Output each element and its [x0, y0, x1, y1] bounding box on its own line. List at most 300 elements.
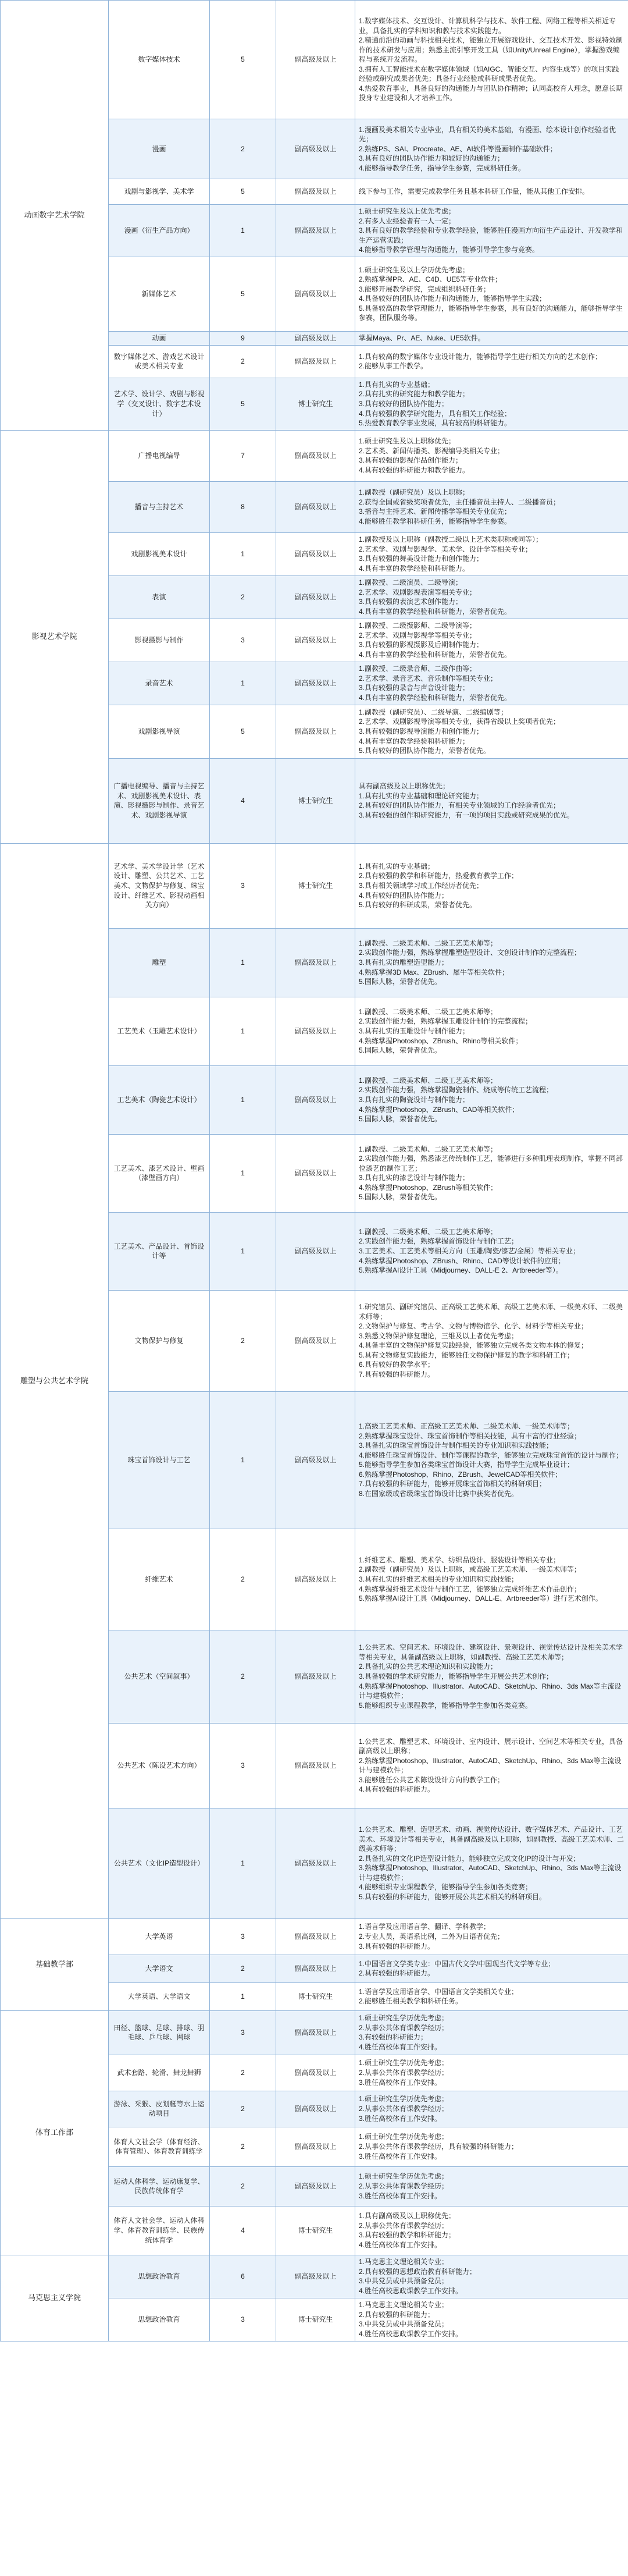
requirement-line: 4.熟练掌握Photoshop、ZBrush、Rhino等相关软件；	[359, 1036, 523, 1045]
requirement-line: 1.具有扎实的专业基础；	[359, 380, 435, 389]
title-cell: 副高级及以上	[276, 619, 355, 662]
title-cell: 副高级及以上	[276, 345, 355, 378]
title-cell: 副高级及以上	[276, 1065, 355, 1134]
requirement-line: 4.能够胜任教学和科研任务，能够指导学生参赛。	[359, 517, 512, 525]
requirement-line: 线下参与工作，需要完成教学任务且基本科研工作量，能从其他工作安排。	[359, 187, 590, 196]
major-cell: 工艺美术（陶瓷艺术设计）	[109, 1065, 210, 1134]
requirements-cell	[355, 843, 628, 928]
requirements-cell	[355, 205, 628, 257]
title-cell: 副高级及以上	[276, 331, 355, 345]
requirement-line: 5.熟练掌握AI设计工具（Midjourney、DALL-E、Artbreeder等）进行艺术创作。	[359, 1594, 602, 1603]
requirement-line: 3.具有较强的舞美设计能力和创作能力；	[359, 555, 484, 563]
requirement-line: 3.胜任高校体育工作安排。	[359, 2114, 442, 2123]
requirement-line: 4.熟练掌握Photoshop、ZBrush、Rhino、CAD等设计软件的应用；	[359, 1256, 565, 1265]
title-cell: 副高级及以上	[276, 2255, 355, 2298]
requirement-line: 4.胜任高校体育工作安排。	[359, 2240, 442, 2249]
requirement-line: 1.漫画及美术相关专业毕业，具有相关的美术基础，有漫画、绘本设计创作经验者优先；	[359, 125, 616, 144]
requirements-cell	[355, 758, 628, 843]
requirement-line: 5.能够组织专业课程教学，能够指导学生参加各类竞赛。	[359, 1701, 533, 1710]
count-cell: 2	[210, 2055, 276, 2091]
count-cell: 2	[210, 2166, 276, 2206]
requirements-cell	[355, 2166, 628, 2206]
requirement-line: 4.能够指导教学任务，指导学生参赛，完成科研任务。	[359, 164, 526, 172]
count-cell: 1	[210, 1212, 276, 1290]
requirement-line: 3.具备扎实的珠宝首饰设计与制作相关的专业知识和实践技能；	[359, 1441, 554, 1450]
major-cell: 纤维艺术	[109, 1529, 210, 1630]
requirement-line: 3.具备较强的学术研究能力，能够指导学生开展公共艺术创作；	[359, 1672, 554, 1680]
requirement-line: 4.能够指导教学管理与沟通能力，能够引导学生参与竞赛。	[359, 246, 540, 254]
count-cell: 6	[210, 2255, 276, 2298]
count-cell: 1	[210, 1065, 276, 1134]
requirement-line: 2.从事公共体育课教学经历；	[359, 2181, 449, 2190]
major-cell: 文物保护与修复	[109, 1290, 210, 1391]
requirement-line: 1.公共艺术、雕塑艺术、环境设计、室内设计、展示设计、空间艺术等相关专业，具备副高级以上职称；	[359, 1737, 623, 1756]
requirement-line: 2.从事公共体育课教学经历；	[359, 2023, 449, 2032]
title-cell: 博士研究生	[276, 758, 355, 843]
major-cell: 广播电视编导、播音与主持艺术、戏剧影视美术设计、表演、影视摄影与制作、录音艺术、戏剧影视导演	[109, 758, 210, 843]
requirement-line: 1.高级工艺美术师、正高级工艺美术师、二级美术师、一级美术师等；	[359, 1422, 575, 1431]
count-cell: 1	[210, 1982, 276, 2010]
requirement-line: 1.具有较高的数字媒体专业设计能力，能够指导学生进行相关方向的艺术创作；	[359, 352, 602, 361]
table-row	[1, 1918, 628, 1955]
requirement-line: 2.实践创作能力强，熟练掌握陶瓷制作、烧成等传统工艺流程；	[359, 1086, 554, 1095]
requirement-line: 3.具有较强的录音与声音设计能力；	[359, 684, 470, 692]
requirement-line: 2.艺术类、新闻传播类、影视编导类相关专业；	[359, 446, 505, 455]
requirement-line: 5.国际人脉，荣誉者优先。	[359, 978, 442, 986]
requirement-line: 5.国际人脉，荣誉者优先。	[359, 1046, 442, 1055]
requirement-line: 4.能够胜任珠宝首饰设计、制作等课程的教学，能够独立完成珠宝首饰的设计与制作；	[359, 1451, 623, 1459]
major-cell: 工艺美术、漆艺术设计、壁画（漆壁画方向）	[109, 1134, 210, 1212]
requirement-line: 2.有多人业经验者有一人一定；	[359, 216, 456, 225]
requirement-line: 2.具有扎实的研究能力和教学能力；	[359, 390, 470, 399]
requirement-line: 1.数字媒体技术、交互设计、计算机科学与技术、软件工程、网络工程等相关相近专业，具备扎实的学科知识和教与技术实践能力。	[359, 17, 616, 35]
requirements-cell	[355, 2298, 628, 2341]
requirements-cell	[355, 1918, 628, 1955]
major-cell: 广播电视编导	[109, 430, 210, 481]
count-cell: 1	[210, 532, 276, 575]
major-cell: 数字媒体技术	[109, 1, 210, 119]
requirement-line: 3.工艺美术、工艺美术等相关方向（玉雕/陶瓷/漆艺/金属）等相关专业；	[359, 1246, 580, 1255]
requirement-line: 2.熟练掌握Photoshop、Illustrator、AutoCAD、SketchUp、Rhino、3ds Max等主流设计与建模软件；	[359, 1756, 622, 1775]
department-cell: 体育工作部	[1, 2010, 109, 2255]
count-cell: 2	[210, 2127, 276, 2166]
requirement-line: 3.中共党员或中共预备党员；	[359, 2277, 449, 2286]
requirement-line: 2.艺术学、录音艺术、音乐制作等相关专业；	[359, 674, 498, 683]
count-cell: 5	[210, 378, 276, 430]
major-cell: 公共艺术（空间叙事）	[109, 1630, 210, 1723]
requirement-line: 2.副教授（副研究员）及以上职称，或高级工艺美术师、一级美术师等；	[359, 1565, 581, 1574]
major-cell: 新媒体艺术	[109, 257, 210, 331]
count-cell: 3	[210, 2298, 276, 2341]
requirement-line: 4.熟练掌握Photoshop、ZBrush等相关软件；	[359, 1183, 498, 1192]
requirement-line: 3.具有较强的影视作品创作能力；	[359, 456, 463, 465]
requirement-line: 2.获得全国或省级奖项者优先，主任播音员主持人、二级播音员；	[359, 498, 561, 506]
requirement-line: 3.具有较强的教学和科研能力；	[359, 2231, 456, 2240]
major-cell: 艺术学、美术学设计学（艺术设计、雕塑、公共艺术、工艺美术、文物保护与修复、珠宝设计、纤维艺术、影视动画相关方向）	[109, 843, 210, 928]
requirement-line: 3.具有扎实的玉雕设计与制作能力；	[359, 1026, 470, 1035]
requirement-line: 1.中国语言文学类专业：中国古代文学/中国现当代文学等专业；	[359, 1959, 555, 1968]
count-cell: 2	[210, 2091, 276, 2127]
title-cell: 副高级及以上	[276, 2091, 355, 2127]
requirements-cell	[355, 481, 628, 532]
requirements-cell	[355, 705, 628, 758]
count-cell: 3	[210, 843, 276, 928]
title-cell: 博士研究生	[276, 378, 355, 430]
requirements-cell	[355, 2091, 628, 2127]
requirement-line: 1.副教授、二级摄影师、二级导演等；	[359, 621, 477, 630]
requirement-line: 1.硕士研究生及以上职称优先；	[359, 437, 456, 446]
table-row	[1, 2010, 628, 2055]
requirements-cell	[355, 1630, 628, 1723]
requirement-line: 1.硕士研究生学历优先考虑；	[359, 2133, 449, 2141]
title-cell: 副高级及以上	[276, 1723, 355, 1808]
major-cell: 体育人文社会学、运动人体科学、体育教育训练学、民族传统体育学	[109, 2206, 210, 2255]
table-row	[1, 1, 628, 119]
requirements-cell	[355, 997, 628, 1065]
requirement-line: 8.在国家级或省级珠宝首饰设计比赛中获奖者优先。	[359, 1489, 519, 1498]
requirements-cell	[355, 2010, 628, 2055]
requirements-cell	[355, 2255, 628, 2298]
count-cell: 5	[210, 257, 276, 331]
requirement-line: 2.能够从事工作教学。	[359, 362, 428, 371]
requirements-cell	[355, 2206, 628, 2255]
requirement-line: 4.具有丰富的教学经验和科研能力；	[359, 737, 470, 745]
requirement-line: 4.胜任高校思政课教学工作安排。	[359, 2329, 463, 2338]
requirement-line: 1.马克思主义理论相关专业；	[359, 2301, 449, 2309]
requirements-cell	[355, 1955, 628, 1982]
department-cell: 雕塑与公共艺术学院	[1, 843, 109, 1918]
major-cell: 体育人文社会学（体育经济、体育管理）、体育教育训练学	[109, 2127, 210, 2166]
department-cell: 马克思主义学院	[1, 2255, 109, 2341]
requirement-line: 3.具有较强的科研能力。	[359, 1942, 435, 1950]
title-cell: 博士研究生	[276, 2206, 355, 2255]
requirement-line: 1.公共艺术、雕塑、造型艺术、动画、视觉传达设计、数字媒体艺术、产品设计、工艺美术、环境设计等相关专业，具备副高级及以上职称，如副教授、高级工艺美术师、二级美术师等；	[359, 1825, 625, 1853]
requirements-cell	[355, 1982, 628, 2010]
title-cell: 副高级及以上	[276, 481, 355, 532]
title-cell: 副高级及以上	[276, 1391, 355, 1529]
requirement-line: 1.副教授、二级录音师、二级作曲等；	[359, 665, 477, 673]
requirement-line: 3.熟悉文物保护修复理论，三维及以上者优先考虑；	[359, 1331, 519, 1340]
requirement-line: 3.具有较强的表演艺术创作能力；	[359, 598, 463, 606]
requirement-line: 2.从事公共体育课教学经历；	[359, 2221, 449, 2230]
department-cell: 基础教学部	[1, 1918, 109, 2010]
requirement-line: 2.精通前沿的动画与科技相关技术，能独立开展游戏设计、交互技术开发、影视特效制作的技术研发与应用；熟悉主流引擎开发工具（如Unity/Unreal Engine），掌握游戏编程与系统开发流程。	[359, 36, 623, 64]
requirement-line: 1.硕士研究生及以上优先考虑；	[359, 207, 456, 215]
table-row	[1, 843, 628, 928]
count-cell: 3	[210, 1723, 276, 1808]
major-cell: 珠宝首饰设计与工艺	[109, 1391, 210, 1529]
requirement-line: 1.具有副高级及以上职称优先；	[359, 2212, 456, 2220]
requirements-cell	[355, 1290, 628, 1391]
count-cell: 1	[210, 662, 276, 705]
requirement-line: 7.具有较强的科研能力。	[359, 1370, 435, 1378]
count-cell: 5	[210, 179, 276, 205]
requirement-line: 7.具有较强的科研能力，能够开展珠宝首饰相关的科研项目；	[359, 1480, 547, 1488]
count-cell: 4	[210, 2206, 276, 2255]
requirement-line: 1.语言学及应用语言学、翻译、学科教学；	[359, 1923, 491, 1931]
major-cell: 大学语文	[109, 1955, 210, 1982]
title-cell: 博士研究生	[276, 1982, 355, 2010]
requirement-line: 4.具有较强的科研能力。	[359, 1785, 435, 1794]
requirements-cell	[355, 575, 628, 619]
count-cell: 3	[210, 1918, 276, 1955]
title-cell: 副高级及以上	[276, 662, 355, 705]
requirement-line: 1.硕士研究生学历优先考虑；	[359, 2059, 449, 2067]
count-cell: 1	[210, 1808, 276, 1918]
count-cell: 7	[210, 430, 276, 481]
count-cell: 1	[210, 205, 276, 257]
requirement-line: 1.硕士研究生学历优先考虑；	[359, 2172, 449, 2181]
requirement-line: 3.具有扎实的雕塑造型能力；	[359, 958, 449, 967]
count-cell: 5	[210, 705, 276, 758]
department-cell: 影视艺术学院	[1, 430, 109, 843]
requirement-line: 2.熟练PS、SAI、Procreate、AE、AI软件等漫画制作基础软件；	[359, 144, 557, 153]
requirements-cell	[355, 928, 628, 997]
requirement-line: 5.能够指导学生参加各类珠宝首饰设计大赛，指导学生完成毕业设计；	[359, 1461, 575, 1469]
requirement-line: 2.艺术学、戏剧与影视学等相关专业；	[359, 631, 477, 639]
requirement-line: 1.副教授、二级美术师、二级工艺美术师等；	[359, 1007, 498, 1016]
requirements-cell	[355, 1134, 628, 1212]
major-cell: 雕塑	[109, 928, 210, 997]
requirement-line: 2.实践创作能力强，熟练掌握雕塑造型设计、文创设计制作的完整流程；	[359, 948, 581, 957]
title-cell: 副高级及以上	[276, 1955, 355, 1982]
requirement-line: 1.副教授（副研究员）、二级导演、二级编剧等；	[359, 708, 508, 716]
major-cell: 数字媒体艺术、游戏艺术设计或美术相关专业	[109, 345, 210, 378]
requirement-line: 2.从事公共体育课教学经历；	[359, 2104, 449, 2113]
requirement-line: 2.具有较强的思想政治教育科研能力；	[359, 2267, 477, 2276]
requirement-line: 4.胜任高校思政课教学工作安排。	[359, 2286, 463, 2295]
table-body	[1, 1, 628, 2342]
count-cell: 2	[210, 1290, 276, 1391]
requirements-cell	[355, 1, 628, 119]
requirement-line: 4.热爱教育事业，具备良好的沟通能力与团队协作精神；认同高校育人理念，愿意长期投身专业建设和人才培养工作。	[359, 84, 623, 102]
count-cell: 2	[210, 1955, 276, 1982]
requirements-cell	[355, 430, 628, 481]
requirement-line: 3.播音与主持艺术、新闻传播学等相关专业优先；	[359, 507, 512, 516]
requirement-line: 4.熟练掌握Photoshop、ZBrush、CAD等相关软件；	[359, 1105, 519, 1114]
count-cell: 1	[210, 1134, 276, 1212]
title-cell: 副高级及以上	[276, 705, 355, 758]
requirement-line: 1.副教授及以上职称（副教授二级以上艺术类职称或同等）；	[359, 535, 543, 544]
table-row	[1, 2255, 628, 2298]
requirement-line: 6.具有较好的教学水平；	[359, 1360, 435, 1369]
title-cell: 副高级及以上	[276, 1529, 355, 1630]
requirement-line: 3.胜任高校体育工作安排。	[359, 2191, 442, 2200]
requirement-line: 4.具有丰富的教学经验和科研能力。	[359, 564, 470, 573]
major-cell: 表演	[109, 575, 210, 619]
requirement-line: 4.具有丰富的教学经验和科研能力，荣誉者优先。	[359, 693, 512, 702]
count-cell: 2	[210, 345, 276, 378]
requirement-line: 5.具有较好的科研成果，荣誉者优先。	[359, 901, 477, 909]
requirement-line: 5.具有文物修复实践能力，能够胜任文物保护修复的教学和科研工作；	[359, 1351, 575, 1359]
major-cell: 工艺美术（玉雕艺术设计）	[109, 997, 210, 1065]
title-cell: 副高级及以上	[276, 1134, 355, 1212]
table-row	[1, 430, 628, 481]
requirement-line: 5.具有较强的科研能力，能够开展公共艺术相关的科研项目。	[359, 1892, 547, 1901]
major-cell: 影视摄影与制作	[109, 619, 210, 662]
requirement-line: 掌握Maya、Pr、AE、Nuke、UE5软件。	[359, 333, 485, 342]
requirement-line: 4.具有较强的教学研究能力，具有相关工作经验；	[359, 409, 512, 418]
requirement-line: 2.实践创作能力强，熟悉漆艺传统制作工艺，能够进行多种肌理表现制作，掌握不同部位漆艺的制作工艺；	[359, 1154, 623, 1172]
requirement-line: 2.实践创作能力强，熟练掌握玉雕设计制作的完整流程；	[359, 1017, 533, 1026]
requirement-line: 4.熟练掌握3D Max、ZBrush、犀牛等相关软件；	[359, 968, 509, 976]
count-cell: 4	[210, 758, 276, 843]
requirement-line: 2.具有较强的科研能力；	[359, 2310, 435, 2319]
major-cell: 艺术学、设计学、戏剧与影视学（交叉设计、数字艺术设计）	[109, 378, 210, 430]
title-cell: 副高级及以上	[276, 1630, 355, 1723]
major-cell: 戏剧与影视学、美术学	[109, 179, 210, 205]
requirement-line: 1.副教授（副研究员）及以上职称；	[359, 488, 470, 497]
title-cell: 副高级及以上	[276, 928, 355, 997]
requirement-line: 3.熟练掌握Photoshop、Illustrator、AutoCAD、SketchUp、Rhino、3ds Max等主流设计与建模软件；	[359, 1864, 622, 1882]
major-cell: 运动人体科学、运动康复学、民族传统体育学	[109, 2166, 210, 2206]
requirement-line: 4.具有较好的团队协作能力；	[359, 891, 449, 900]
requirements-cell	[355, 345, 628, 378]
requirement-line: 3.具有良好的教学经验和专业教学经验，能够胜任漫画方向衍生产品设计、开发教学和生产运营实践；	[359, 226, 623, 244]
requirements-cell	[355, 1808, 628, 1918]
title-cell: 副高级及以上	[276, 1290, 355, 1391]
title-cell: 副高级及以上	[276, 1808, 355, 1918]
major-cell: 田径、篮球、足球、排球、羽毛球、乒乓球、网球	[109, 2010, 210, 2055]
title-cell: 副高级及以上	[276, 205, 355, 257]
requirements-cell	[355, 532, 628, 575]
requirement-line: 4.胜任高校体育工作安排。	[359, 2042, 442, 2051]
major-cell: 大学英语	[109, 1918, 210, 1955]
requirement-line: 1.马克思主义理论相关专业；	[359, 2258, 449, 2266]
requirement-line: 1.硕士研究生学历优先考虑；	[359, 2095, 449, 2104]
requirements-cell	[355, 619, 628, 662]
major-cell: 戏剧影视美术设计	[109, 532, 210, 575]
major-cell: 动画	[109, 331, 210, 345]
department-cell: 动画数字艺术学院	[1, 1, 109, 431]
requirement-line: 1.硕士研究生及以上学历优先考虑；	[359, 265, 470, 274]
major-cell: 公共艺术（陈设艺术方向）	[109, 1723, 210, 1808]
requirement-line: 4.具有丰富的教学经验和科研能力，荣誉者优先。	[359, 607, 512, 616]
requirement-line: 5.热爱教育教学事业发展，具有较高的科研能力。	[359, 419, 512, 428]
count-cell: 1	[210, 997, 276, 1065]
count-cell: 9	[210, 331, 276, 345]
requirement-line: 2.具有较强的科研能力。	[359, 1969, 435, 1978]
requirement-line: 3.中共党员或中共预备党员；	[359, 2320, 449, 2329]
title-cell: 副高级及以上	[276, 1, 355, 119]
title-cell: 副高级及以上	[276, 179, 355, 205]
requirement-line: 3.具有较强的影视摄影及后期制作能力；	[359, 641, 484, 649]
requirements-cell	[355, 2055, 628, 2091]
requirement-line: 1.研究馆员、副研究馆员、正高级工艺美术师、高级工艺美术师、一级美术师、二级美术师等；	[359, 1303, 623, 1321]
title-cell: 副高级及以上	[276, 257, 355, 331]
requirement-line: 1.副教授、二级美术师、二级工艺美术师等；	[359, 1076, 498, 1085]
requirement-line: 2.艺术学、戏剧影视表演等相关专业；	[359, 588, 477, 596]
title-cell: 博士研究生	[276, 2298, 355, 2341]
requirement-line: 3.具有较好的团队协作能力；	[359, 399, 449, 408]
title-cell: 副高级及以上	[276, 2166, 355, 2206]
requirement-line: 1.副教授、二级美术师、二级工艺美术师等；	[359, 939, 498, 947]
requirement-line: 1.具有扎实的专业基础；	[359, 862, 435, 870]
requirement-line: 5.熟练掌握AI设计工具（Midjourney、DALL-E 2、Artbreeder等）。	[359, 1266, 563, 1275]
title-cell: 副高级及以上	[276, 532, 355, 575]
requirements-cell	[355, 1065, 628, 1134]
major-cell: 思想政治教育	[109, 2298, 210, 2341]
requirement-line: 2.熟练掌握珠宝设计、珠宝首饰制作等相关技能，具有丰富的行业经验；	[359, 1431, 581, 1440]
requirement-line: 2.具有较好的团队协作能力，有相关专业领域的工作经验者优先；	[359, 801, 561, 810]
requirement-line: 2.具备扎实的公共艺术理论知识和实践能力；	[359, 1662, 498, 1671]
title-cell: 副高级及以上	[276, 997, 355, 1065]
title-cell: 副高级及以上	[276, 2010, 355, 2055]
count-cell: 2	[210, 575, 276, 619]
requirement-line: 2.从事公共体育课教学经历；	[359, 2068, 449, 2077]
requirement-line: 2.能够胜任相关教学和科研任务。	[359, 1997, 463, 2006]
major-cell: 漫画	[109, 119, 210, 179]
requirement-line: 5.国际人脉，荣誉者优先。	[359, 1115, 442, 1124]
requirement-line: 4.具有较强的科研能力和教学能力。	[359, 466, 470, 474]
major-cell: 思想政治教育	[109, 2255, 210, 2298]
major-cell: 播音与主持艺术	[109, 481, 210, 532]
requirement-line: 4.具备较好的团队协作能力和沟通能力，能够指导学生实践；	[359, 294, 547, 303]
requirement-line: 4.具备丰富的文物保护修复实践经验，能够独立完成各类文物本体的修复；	[359, 1341, 588, 1350]
requirement-line: 具有副高级及以上职称优先；	[359, 782, 450, 791]
count-cell: 2	[210, 1630, 276, 1723]
title-cell: 博士研究生	[276, 843, 355, 928]
requirements-cell	[355, 1391, 628, 1529]
requirements-cell	[355, 662, 628, 705]
requirement-line: 2.从事公共体育课教学经历，具有较强的科研能力；	[359, 2142, 519, 2151]
major-cell: 工艺美术、产品设计、首饰设计等	[109, 1212, 210, 1290]
requirement-line: 3.胜任高校体育工作安排。	[359, 2152, 442, 2161]
requirement-line: 3.能够胜任公共艺术陈设设计方向的教学工作；	[359, 1775, 505, 1784]
requirement-line: 4.熟练掌握Photoshop、Illustrator、AutoCAD、SketchUp、Rhino、3ds Max等主流设计与建模软件；	[359, 1682, 622, 1700]
requirement-line: 1.副教授、二级演员、二级导演；	[359, 578, 463, 587]
requirements-cell	[355, 2127, 628, 2166]
requirement-line: 1.公共艺术、空间艺术、环境设计、建筑设计、景观设计、视觉传达设计及相关美术学等相关专业，具备副高级以上职称，如副教授、高级工艺美术师等；	[359, 1643, 623, 1661]
requirements-cell	[355, 119, 628, 179]
major-cell: 大学英语、大学语文	[109, 1982, 210, 2010]
title-cell: 副高级及以上	[276, 119, 355, 179]
requirement-line: 2.艺术学、戏剧影视导演等相关专业，获得省级以上奖项者优先；	[359, 717, 561, 726]
requirement-line: 5.国际人脉，荣誉者优先。	[359, 1193, 442, 1202]
requirements-cell	[355, 257, 628, 331]
requirement-line: 3.具有相关领域学习或工作经历者优先；	[359, 881, 484, 890]
requirement-line: 3.拥有人工智能技术在数字媒体领域（如AIGC、智能交互、内容生成等）的项目实践经验或研究成果者优先；具备行业经验或科研成果者优先。	[359, 65, 619, 83]
requirements-cell	[355, 1212, 628, 1290]
title-cell: 副高级及以上	[276, 2127, 355, 2166]
title-cell: 副高级及以上	[276, 575, 355, 619]
requirement-line: 3.能够开展教学研究，完成组织科研任务；	[359, 285, 491, 293]
requirement-line: 2.艺术学、戏剧与影视学、美术学、设计学等相关专业；	[359, 545, 533, 553]
requirement-line: 4.具有丰富的教学经验和科研能力，荣誉者优先。	[359, 650, 512, 659]
requirement-line: 1.副教授、二级美术师、二级工艺美术师等；	[359, 1145, 498, 1153]
title-cell: 副高级及以上	[276, 430, 355, 481]
requirement-line: 3.具有良好的团队协作能力和较好的沟通能力；	[359, 154, 505, 163]
requirements-cell	[355, 378, 628, 430]
title-cell: 副高级及以上	[276, 1212, 355, 1290]
requirement-line: 3.具有较强的创作和研究能力，有一项的项目实践或研究成果的优先。	[359, 811, 575, 819]
count-cell: 3	[210, 2010, 276, 2055]
requirement-line: 3.具有扎实的陶瓷设计与制作能力；	[359, 1095, 470, 1104]
requirement-line: 1.具有扎实的专业基础和理论研究能力；	[359, 791, 484, 800]
major-cell: 录音艺术	[109, 662, 210, 705]
count-cell: 2	[210, 119, 276, 179]
major-cell: 公共艺术（文化IP造型设计）	[109, 1808, 210, 1918]
requirement-line: 3.具有较强的影视导演能力和创作能力；	[359, 727, 484, 736]
major-cell: 戏剧影视导演	[109, 705, 210, 758]
requirement-line: 2.文物保护与修复、考古学、文物与博物馆学、化学、材料学等相关专业；	[359, 1322, 588, 1331]
requirements-cell	[355, 179, 628, 205]
major-cell: 游泳、采猴、皮划艇等水上运动项目	[109, 2091, 210, 2127]
requirement-line: 2.具有较强的教学和科研能力，热爱教育教学工作；	[359, 872, 519, 880]
requirement-line: 3.具有扎实的漆艺设计与制作能力；	[359, 1174, 470, 1182]
title-cell: 副高级及以上	[276, 2055, 355, 2091]
requirement-line: 3.胜任高校体育工作安排。	[359, 2078, 442, 2087]
